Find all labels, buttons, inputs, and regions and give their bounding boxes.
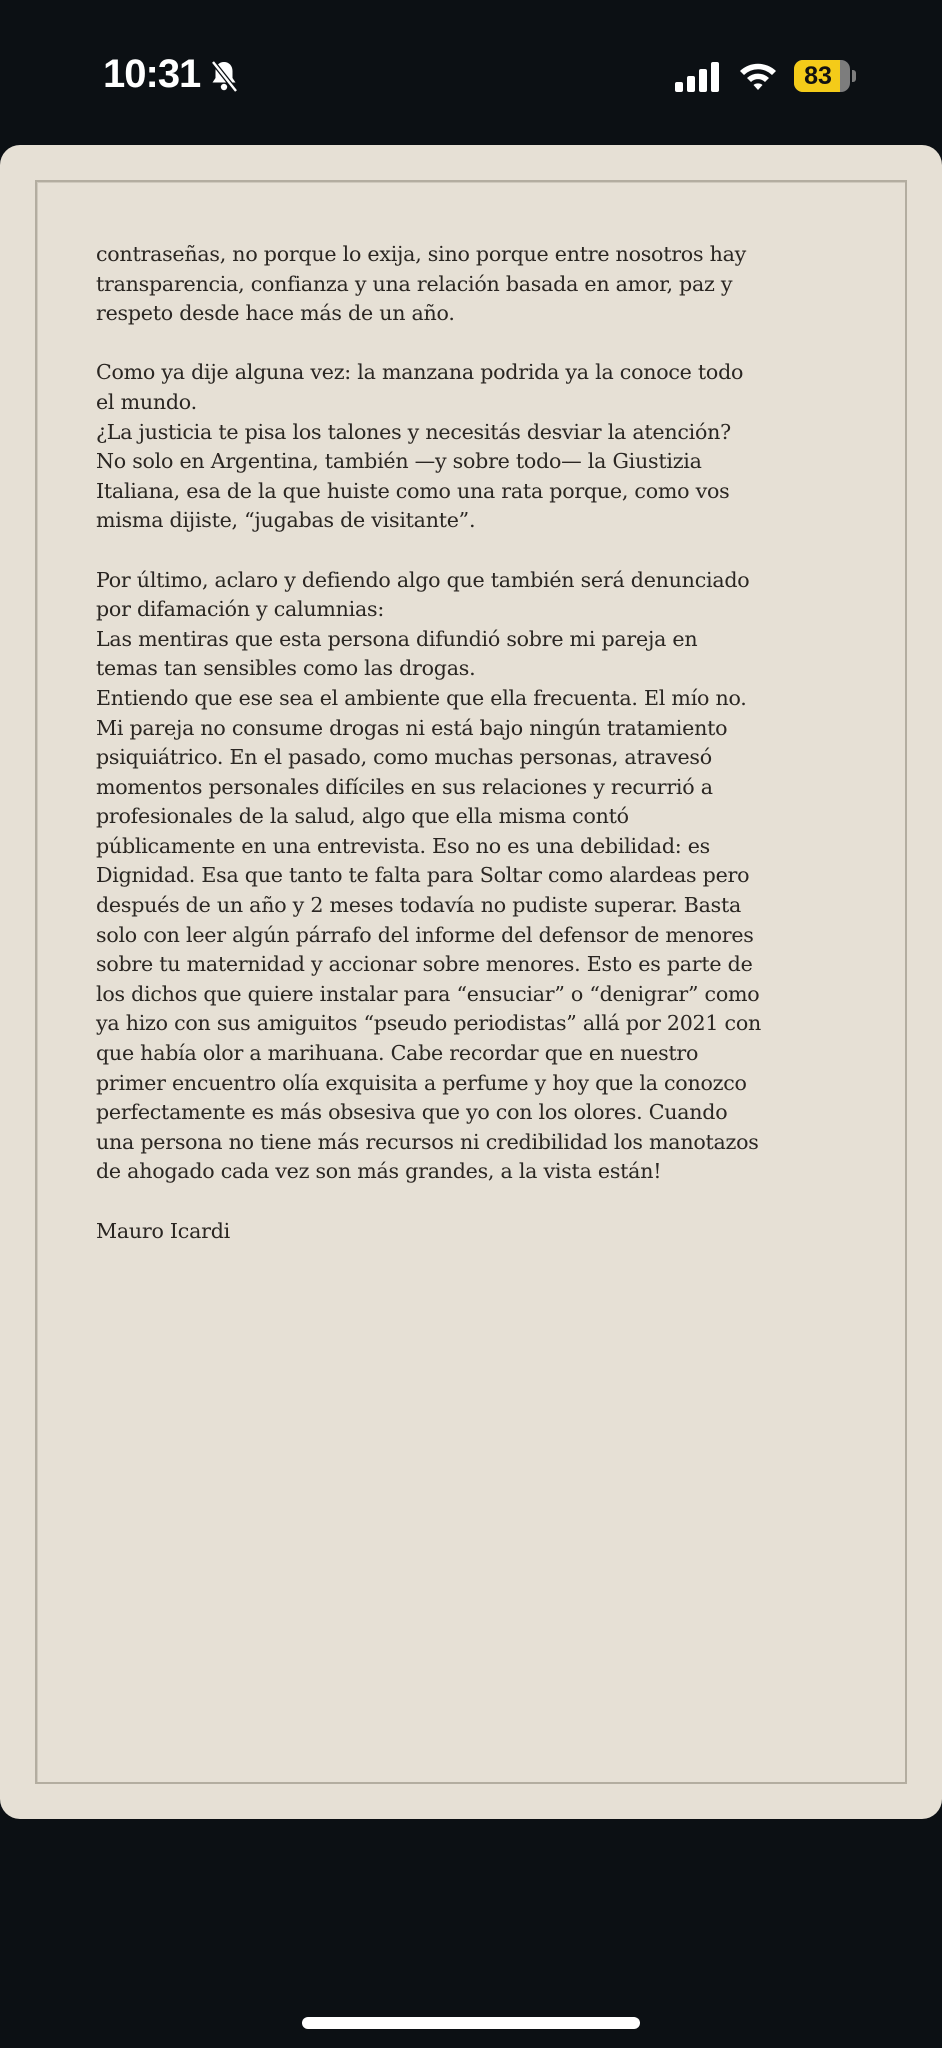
text-line: profesionales de la salud, algo que ella misma contó (96, 804, 629, 829)
text-line: contraseñas, no porque lo exija, sino porque entre nosotros hay (96, 242, 746, 266)
clock-time: 10:31 (103, 52, 201, 96)
status-bar (0, 0, 942, 140)
text-line: una persona no tiene más recursos ni credibilidad los manotazos (96, 1129, 759, 1154)
text-line: ya hizo con sus amiguitos “pseudo periodistas” allá por 2021 con (96, 1011, 761, 1036)
text-line: solo con leer algún párrafo del informe del defensor de menores (96, 922, 754, 947)
text-line: Entiendo que ese sea el ambiente que ella frecuenta. El mío no. (96, 685, 747, 710)
text-line: Dignidad. Esa que tanto te falta para Soltar como alardeas pero (96, 863, 750, 888)
text-line: temas tan sensibles como las drogas. (96, 656, 476, 681)
text-line: Italiana, esa de la que huiste como una rata porque, como vos (96, 478, 730, 503)
text-line: Como ya dije alguna vez: la manzana podrida ya la conoce todo (96, 360, 744, 385)
signature-name: Mauro Icardi (96, 1218, 230, 1243)
battery-level: 83 (804, 62, 832, 90)
paragraph-3 (96, 566, 856, 1187)
text-line: respeto desde hace más de un año. (96, 301, 455, 326)
text-line: Las mentiras que esta persona difundió sobre mi pareja en (96, 626, 698, 651)
cellular-signal-icon (675, 62, 721, 92)
text-line: transparencia, confianza y una relación basada en amor, paz y (96, 271, 733, 296)
text-line: sobre tu maternidad y accionar sobre menores. Esto es parte de (96, 952, 753, 977)
text-line: el mundo. (96, 389, 197, 414)
text-line: de ahogado cada vez son más grandes, a la vista están! (96, 1159, 662, 1184)
text-line: perfectamente es más obsesiva que yo con los olores. Cuando (96, 1100, 728, 1125)
paragraph-2 (96, 358, 856, 536)
bell-slash-icon (206, 58, 242, 94)
signature (96, 1217, 856, 1247)
wifi-icon (738, 60, 778, 92)
text-line: los dichos que quiere instalar para “ensuciar” o “denigrar” como (96, 981, 760, 1006)
home-indicator[interactable] (302, 2017, 640, 2029)
document-card (0, 145, 942, 1819)
text-line: que había olor a marihuana. Cabe recordar que en nuestro (96, 1041, 699, 1066)
text-line: después de un año y 2 meses todavía no pudiste superar. Basta (96, 893, 742, 918)
text-line: públicamente en una entrevista. Eso no es una debilidad: es (96, 833, 710, 858)
letter-body (96, 240, 856, 1276)
text-line: psiquiátrico. En el pasado, como muchas personas, atravesó (96, 745, 712, 770)
text-line: primer encuentro olía exquisita a perfume y hoy que la conozco (96, 1070, 747, 1095)
text-line: misma dijiste, “jugabas de visitante”. (96, 508, 476, 533)
text-line: ¿La justicia te pisa los talones y necesitás desviar la atención? (96, 419, 731, 444)
text-line: por difamación y calumnias: (96, 597, 385, 622)
battery-nub (852, 70, 856, 82)
battery-indicator (794, 60, 850, 92)
text-line: No solo en Argentina, también —y sobre todo— la Giustizia (96, 449, 702, 474)
paragraph-1 (96, 240, 856, 329)
text-line: Mi pareja no consume drogas ni está bajo ningún tratamiento (96, 715, 728, 740)
text-line: Por último, aclaro y defiendo algo que también será denunciado (96, 567, 750, 592)
text-line: momentos personales difíciles en sus relaciones y recurrió a (96, 774, 713, 799)
